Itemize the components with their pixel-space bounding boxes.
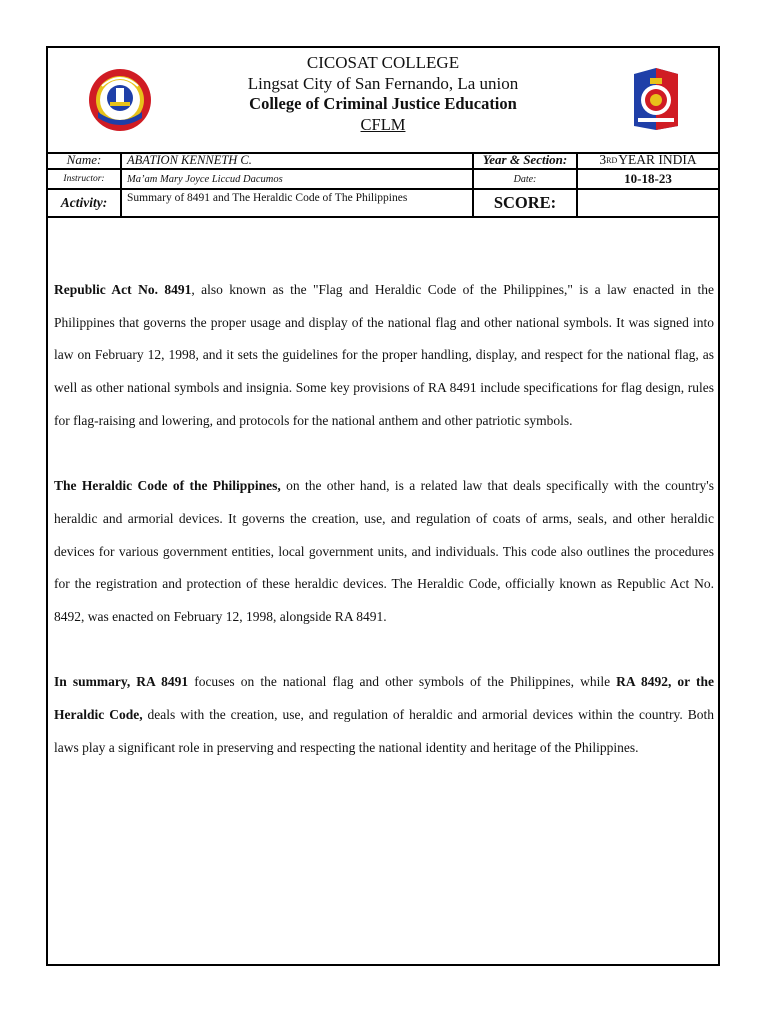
info-row-activity [48, 190, 718, 218]
date-value: 10-18-23 [624, 171, 672, 186]
year-section-value [578, 152, 718, 168]
p3-text-2: deals with the creation, use, and regulation of heraldic and armorial devices within the country. Both laws play a significant role in preserving and respecting the national identity and heritage of the Philippines. [54, 707, 714, 755]
document-body [54, 274, 714, 797]
p2-text: on the other hand, is a related law that deals specifically with the country's heraldic and armorial devices. It governs the creation, use, and regulation of coats of arms, seals, and other heraldic devices for various government entities, local government units, and individuals. This code also outlines the procedures for the registration and protection of these heraldic devices. The Heraldic Code, officially known as Republic Act No. 8492, was enacted on February 12, 1998, alongside RA 8491. [54, 478, 714, 625]
course-name: CFLM [360, 114, 406, 134]
p2-bold: The Heraldic Code of the Philippines, [54, 478, 281, 494]
paragraph-summary [54, 666, 714, 764]
college-seal-icon [88, 68, 152, 132]
year-section-label: Year & Section: [474, 152, 578, 168]
document-header [48, 48, 718, 154]
activity-label: Activity: [48, 190, 122, 216]
document-frame [46, 46, 720, 966]
info-row-name [48, 152, 718, 170]
college-address: Lingsat City of San Fernando, La union [247, 73, 519, 93]
date-label: Date: [474, 170, 578, 188]
year-ordinal: RD [606, 155, 618, 165]
college-name: CICOSAT COLLEGE [306, 53, 460, 72]
department-name: College of Criminal Justice Education [249, 94, 517, 113]
score-value [578, 190, 718, 216]
p1-bold: Republic Act No. 8491 [54, 282, 192, 297]
score-label: SCORE: [474, 190, 578, 216]
name-value: ABATION KENNETH C. [122, 152, 474, 168]
paragraph-heraldic-code [54, 470, 714, 634]
header-text-block [168, 53, 598, 135]
info-row-instructor [48, 170, 718, 190]
p1-text: , also known as the "Flag and Heraldic Code of the Philippines," is a law enacted in the Philippines that governs the proper usage and display of the national flag and other national symbols. It was signed into law on February 12, 1998, and it sets the guidelines for the proper handling, display, and respect for the national flag, as well as other national symbols and insignia. Some key provisions of RA 8491 include specifications for flag design, rules for flag-raising and lowering, and protocols for the national anthem and other patriotic symbols. [54, 282, 714, 428]
p3-bold-1: In summary, RA 8491 [54, 674, 189, 690]
instructor-value: Ma’am Mary Joyce Liccud Dacumos [122, 170, 474, 188]
year-section-text: YEAR INDIA [618, 152, 697, 167]
criminology-badge-icon [630, 66, 682, 132]
p3-bold-2: RA 8492, or the Heraldic Code, [54, 674, 715, 723]
paragraph-ra-8491 [54, 274, 714, 438]
activity-value: Summary of 8491 and The Heraldic Code of The Philippines [122, 190, 474, 216]
year-number: 3 [599, 152, 607, 167]
p3-text-1: focuses on the national flag and other symbols of the Philippines, while [188, 674, 617, 690]
instructor-label: Instructor: [48, 170, 122, 188]
name-label: Name: [48, 152, 122, 168]
